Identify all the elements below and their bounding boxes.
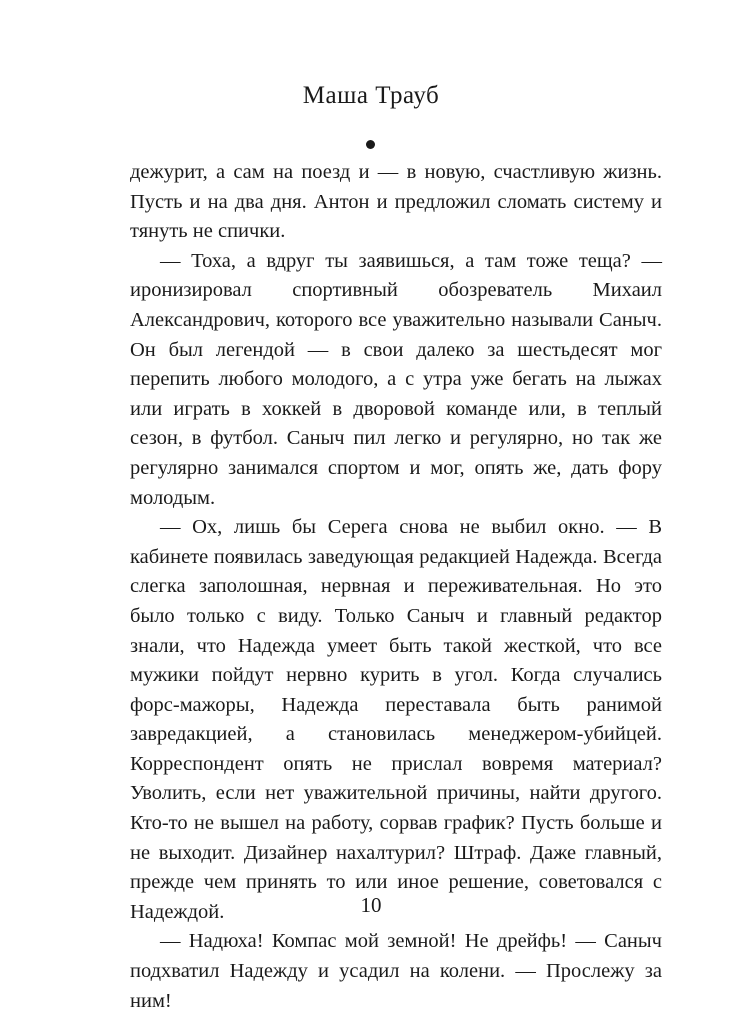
page-number: 10: [360, 893, 382, 917]
paragraph-continuation: дежурит, а сам на поезд и — в новую, счастливую жизнь. Пусть и на два дня. Антон и предложил сломать систему и тянуть не спички.: [130, 161, 662, 243]
running-header-author: Маша Трауб: [302, 82, 440, 109]
paragraph-dialogue-nadyukha: — Надюха! Компас мой земной! Не дрейфь! — Саныч подхватил Надежду и усадил на колени. — Прослежу за ним!: [130, 930, 662, 1012]
paragraph-dialogue-nadezhda: — Ох, лишь бы Серега снова не выбил окно. — В кабинете появилась заведующая редакцией Надежда. Всегда слегка заполошная, нервная и переживательная. Но это было только с виду. Только Саныч и главный редактор знали, что Надежда умеет быть такой жесткой, что все мужики пойдут нервно курить в угол. Когда случались форс-мажоры, Надежда переставала быть ранимой завредакцией, а становилась менеджером-убийцей. Корреспондент опять не прислал вовремя материал? Уволить, если нет уважительной причины, найти другого. Кто-то не вышел на работу, сорвав график? Пусть больше и не выходит. Дизайнер нахалтурил? Штраф. Даже главный, прежде чем принять то или иное решение, советовался с Надеждой.: [130, 516, 662, 923]
paragraph-dialogue-tokha: — Тоха, а вдруг ты заявишься, а там тоже теща? — иронизировал спортивный обозреватель Михаил Александрович, которого все уважительно называли Саныч. Он был легендой — в свои далеко за шестьдесят мог перепить любого молодого, а с утра уже бегать на лыжах или играть в хоккей в дворовой команде или, в теплый сезон, в футбол. Саныч пил легко и регулярно, но так же регулярно занимался спортом и мог, опять же, дать фору молодым.: [130, 249, 662, 509]
page-text-body: [130, 158, 662, 1016]
header-ornament-dot: [366, 140, 375, 149]
